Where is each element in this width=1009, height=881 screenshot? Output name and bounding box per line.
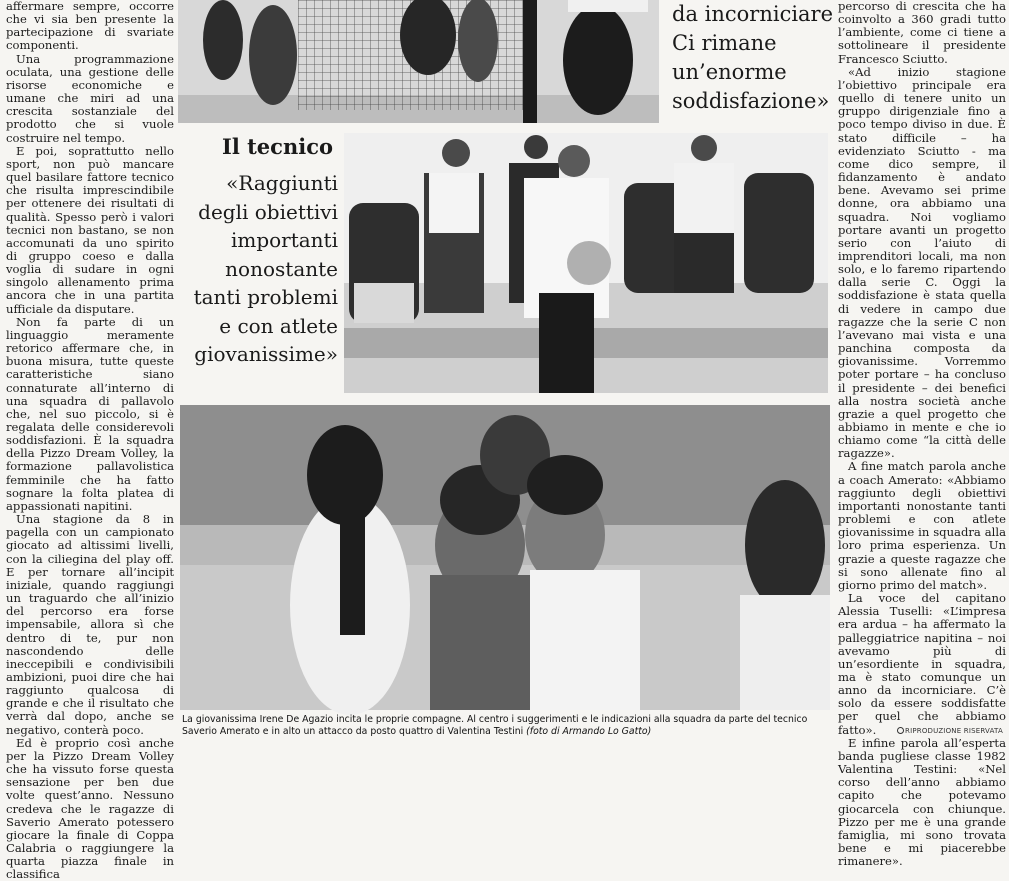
- quote-line: tanti problemi: [193, 285, 338, 309]
- quote-line: Ci rimane: [672, 31, 777, 55]
- quote-line: importanti: [230, 228, 338, 252]
- pull-quote-coach: [180, 169, 338, 369]
- pull-quote-top: [672, 0, 832, 116]
- quote-line: da incorniciare: [672, 2, 834, 26]
- photo-caption: [182, 714, 830, 738]
- quote-line: soddisfazione»: [672, 89, 830, 113]
- paragraph: percorso di crescita che ha coinvolto a 360 gradi tutto l’ambiente, come ci tiene a sottolineare il presidente Francesco Sciutto.: [838, 0, 1006, 66]
- paragraph: A fine match parola anche a coach Amerato: «Abbiamo raggiunto degli obiettivi importanti nonostante tanti problemi e con atlete giovanissime in squadra alla loro prima esperienza. Un grazie a queste ragazze che si sono allenate fino al giorno primo del match».: [838, 459, 1006, 592]
- paragraph: «Ad inizio stagione l’obiettivo principale era quello di tenere unito un gruppo dirigenziale fino a poco tempo diviso in due. È stato difficile – ha evidenziato Sciutto - ma come dico sempre, il fidanzamento è andato bene. Avevamo sei prime donne, ora abbiamo una squadra. Noi vogliamo portare avanti un progetto serio con l’aiuto di imprenditori locali, ma non solo, e lo faremo ripartendo dalla serie C. Oggi la soddisfazione è stata quella di vedere in campo due ragazze che la serie C non l’avevano mai vista e una panchina composta da giovanissime. Vorremmo poter portare – ha concluso il presidente – dei benefici alla nostra società anche grazie a quel progetto che abbiamo in mente e che io chiamo come “la città delle ragazze».: [838, 64, 1006, 461]
- section-heading: Il tecnico: [222, 134, 333, 159]
- quote-line: un’enorme: [672, 60, 787, 84]
- article-column-left: [6, 0, 174, 881]
- quote-line: giovanissime»: [194, 342, 338, 366]
- quote-line: degli obiettivi: [198, 199, 338, 224]
- volleyball-attack-photo: [178, 0, 659, 123]
- photo-credit: (foto di Armando Lo Gatto): [526, 726, 652, 737]
- paragraph: Ed è proprio così anche per la Pizzo Dream Volley che ha vissuto forse questa sensazione per ben due volte quest’anno. Nessuno credeva che le ragazze di Saverio Amerato potessero giocare la finale di Coppa Calabria o raggiungere la quarta piazza finale in classifica: [6, 735, 174, 881]
- copyright-notice: [897, 727, 1003, 735]
- team-huddle-photo: [180, 405, 830, 710]
- paragraph: Non fa parte di un linguaggio meramente retorico affermare che, in buona misura, tutte queste caratteristiche siano connaturate all’interno di una squadra di pallavolo che, nel suo piccolo, si è regalata delle considerevoli soddisfazioni. È la squadra della Pizzo Dream Volley, la formazione pallavolistica femminile che ha fatto sognare la folta platea di appassionati napitini.: [6, 314, 174, 513]
- paragraph: affermare sempre, occorre che vi sia ben presente la partecipazione di svariate componenti.: [6, 0, 174, 53]
- caption-text: La giovanissima Irene De Agazio incita le proprie compagne. Al centro i suggerimenti e le indicazioni alla squadra da parte del tecnico Saverio Amerato e in alto un attacco da posto quattro di Valentina Testini: [182, 714, 808, 737]
- copyright-icon: [897, 727, 904, 734]
- paragraph: Una programmazione oculata, una gestione delle risorse economiche e umane che miri ad una crescita sostanziale del prodotto che si vuole costruire nel tempo.: [6, 51, 174, 145]
- quote-line: e con atlete: [219, 313, 338, 338]
- paragraph: E poi, soprattutto nello sport, non può mancare quel basilare fattore tecnico che risulta imprescindibile per ottenere dei risultati di qualità. Spesso però i valori tecnici non bastano, se non accomunati da uno spirito di gruppo coeso e dalla voglia di sudare in ogni singolo allenamento prima ancora che in una partita ufficiale da disputare.: [6, 143, 174, 316]
- article-column-right: [838, 0, 1006, 869]
- paragraph: La voce del capitano Alessia Tuselli: «L’impresa era ardua – ha affermato la palleggiatrice napitina – noi avevamo più di un’esordiente in squadra, ma è stato comunque un anno da incorniciare. C’è solo da essere soddisfatte per quel che abbiamo fatto».: [838, 591, 1006, 737]
- quote-line: nonostante: [225, 256, 338, 281]
- copyright-text: RIPRODUZIONE RISERVATA: [905, 727, 1003, 735]
- coach-bench-photo: [344, 133, 828, 393]
- paragraph: E infine parola all’esperta banda pugliese classe 1982 Valentina Testini: «Nel corso dell’anno abbiamo capito che potevamo giocarcela con chiunque. Pizzo per me è una grande famiglia, mi sono trovata bene e mi piacerebbe rimanere».: [838, 735, 1006, 869]
- paragraph: Una stagione da 8 in pagella con un campionato giocato ad altissimi livelli, con la ciliegina del play off. E per tornare all’incipit iniziale, quando raggiungi un traguardo che all’inizio del percorso era forse impensabile, allora sì che dentro di te, pur non nascondendo delle ineccepibili e condivisibili ambizioni, puoi dire che hai raggiunto qualcosa di grande e che il risultato che verrà dal dopo, anche se negativo, conterà poco.: [6, 512, 174, 737]
- quote-line: «Raggiunti: [226, 171, 338, 195]
